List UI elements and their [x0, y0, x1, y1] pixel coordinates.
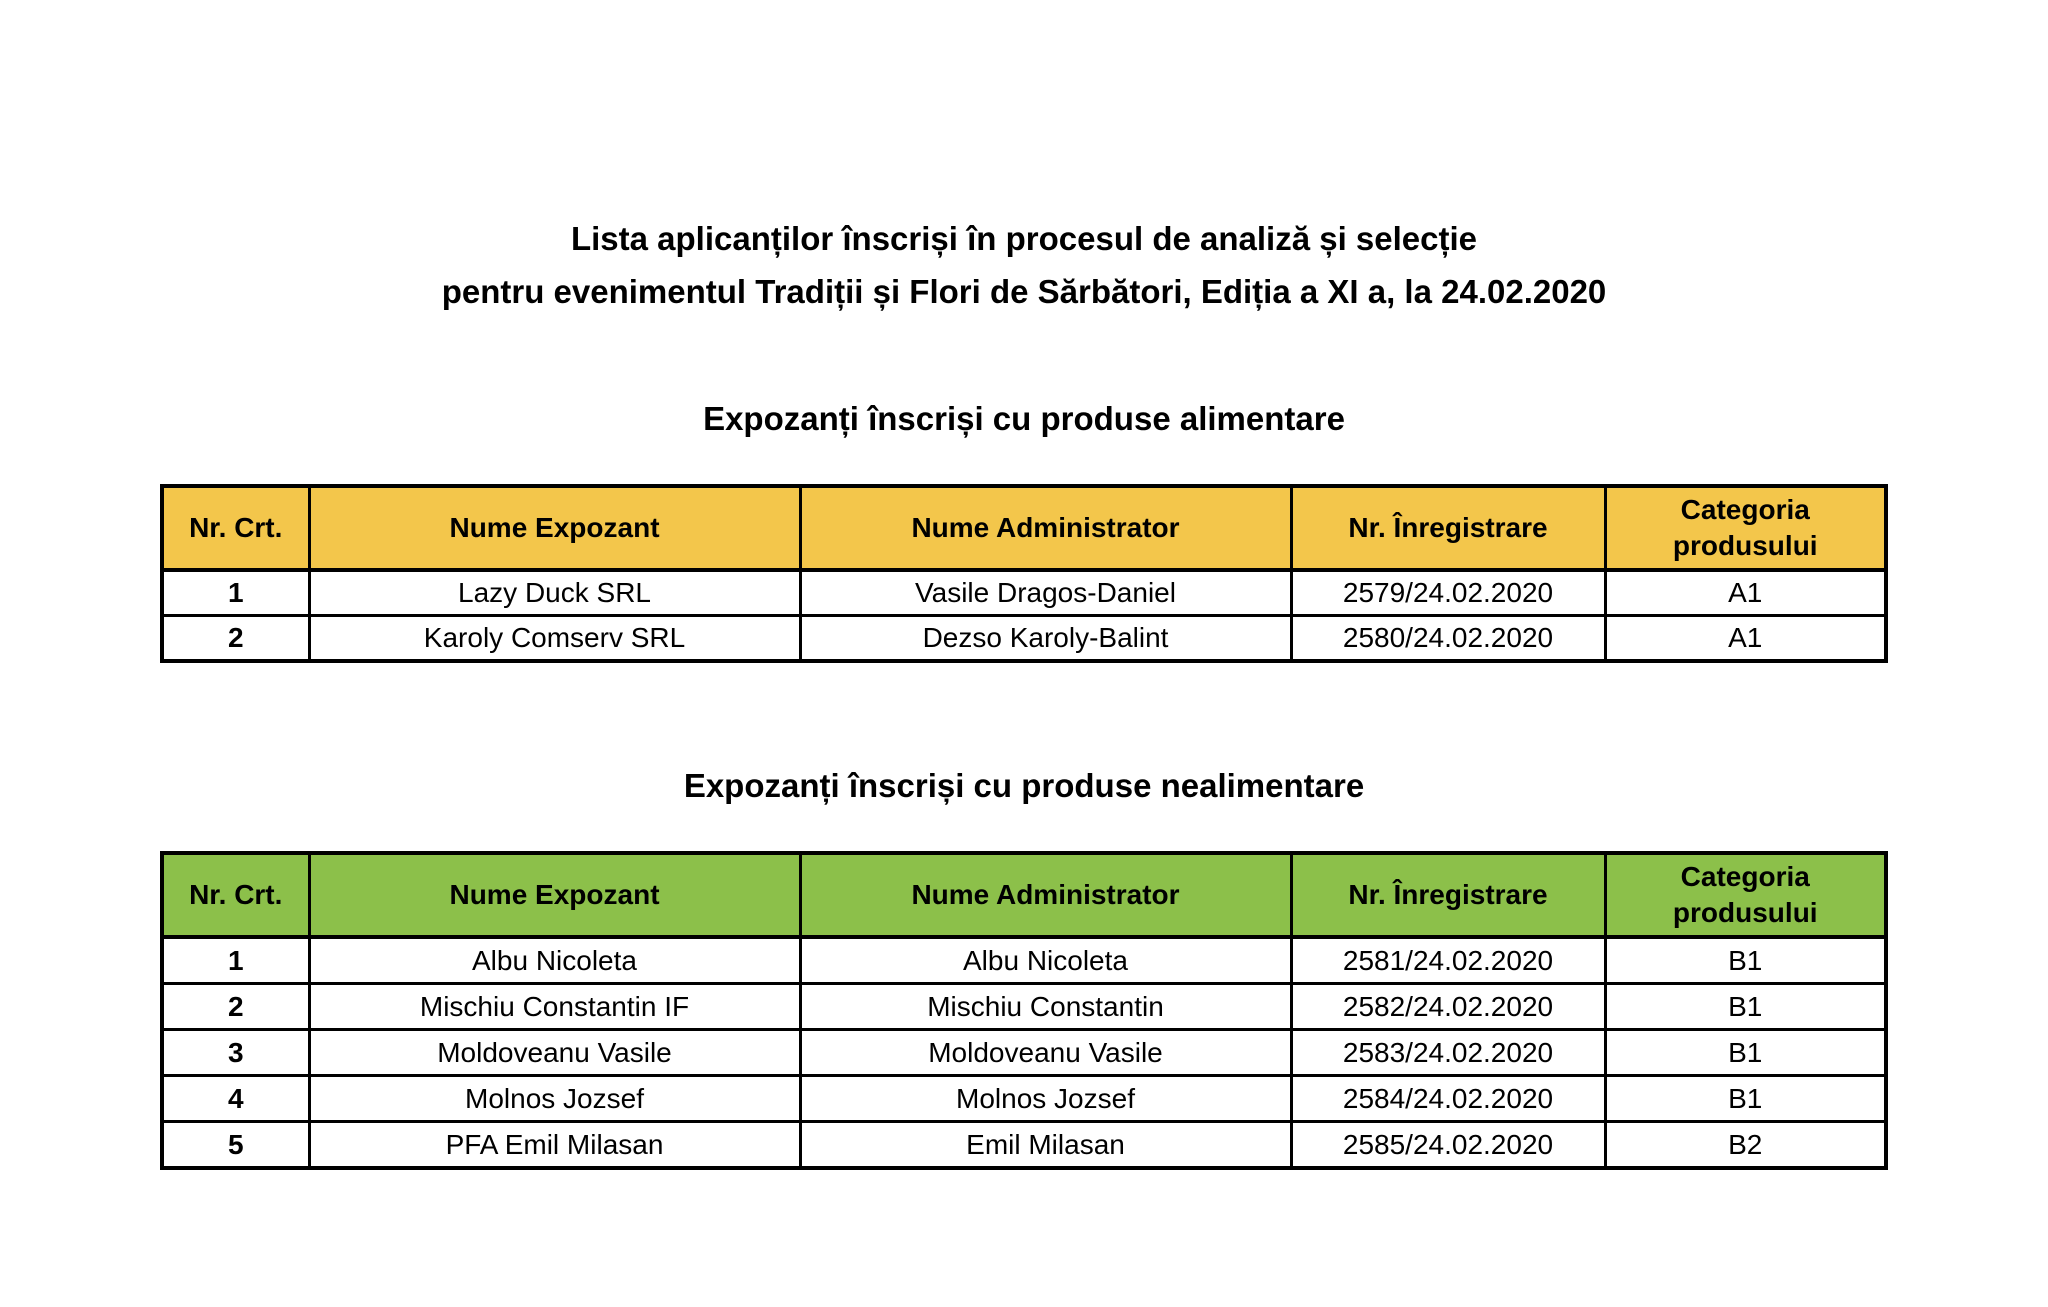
cell-nr-inregistrare: 2580/24.02.2020 [1291, 616, 1605, 662]
cell-nume-administrator: Molnos Jozsef [800, 1076, 1291, 1122]
table-row [162, 937, 1886, 984]
cell-nr-inregistrare: 2583/24.02.2020 [1291, 1030, 1605, 1076]
cell-nume-administrator: Vasile Dragos-Daniel [800, 570, 1291, 616]
cell-nr-inregistrare: 2584/24.02.2020 [1291, 1076, 1605, 1122]
document-title-line2: pentru evenimentul Tradiții și Flori de Sărbători, Ediția a XI a, la 24.02.2020 [441, 273, 1607, 310]
table-row [162, 984, 1886, 1030]
cell-nume-expozant: Albu Nicoleta [309, 937, 800, 984]
table-row [162, 1122, 1886, 1169]
section-heading-produse-nealimentare: Expozanți înscriși cu produse nealimentare [683, 767, 1365, 804]
header-row [162, 853, 1886, 937]
cell-categoria-produsului: A1 [1605, 616, 1886, 662]
header-row [162, 486, 1886, 570]
cell-nr-crt: 3 [162, 1030, 309, 1076]
column-header-nr-crt: Nr. Crt. [162, 853, 309, 937]
document-title-line1: Lista aplicanților înscriși în procesul de analiză și selecție [570, 220, 1478, 257]
column-header-nr-crt: Nr. Crt. [162, 486, 309, 570]
table-row [162, 1030, 1886, 1076]
cell-categoria-produsului: B1 [1605, 937, 1886, 984]
column-header-nume-administrator: Nume Administrator [800, 853, 1291, 937]
cell-nr-inregistrare: 2579/24.02.2020 [1291, 570, 1605, 616]
cell-nr-inregistrare: 2582/24.02.2020 [1291, 984, 1605, 1030]
column-header-nume-expozant: Nume Expozant [309, 486, 800, 570]
cell-nume-expozant: PFA Emil Milasan [309, 1122, 800, 1169]
cell-nr-crt: 2 [162, 616, 309, 662]
table-row [162, 1076, 1886, 1122]
cell-nume-administrator: Moldoveanu Vasile [800, 1030, 1291, 1076]
cell-nume-expozant: Molnos Jozsef [309, 1076, 800, 1122]
column-header-categoria-produsului: Categoria produsului [1605, 486, 1886, 570]
cell-categoria-produsului: B1 [1605, 984, 1886, 1030]
cell-nume-administrator: Dezso Karoly-Balint [800, 616, 1291, 662]
cell-nume-administrator: Mischiu Constantin [800, 984, 1291, 1030]
cell-nume-expozant: Mischiu Constantin IF [309, 984, 800, 1030]
table-row [162, 570, 1886, 616]
cell-nr-inregistrare: 2585/24.02.2020 [1291, 1122, 1605, 1169]
cell-nr-crt: 5 [162, 1122, 309, 1169]
cell-nume-expozant: Lazy Duck SRL [309, 570, 800, 616]
cell-nume-expozant: Moldoveanu Vasile [309, 1030, 800, 1076]
column-header-nr-inregistrare: Nr. Înregistrare [1291, 853, 1605, 937]
table-row [162, 616, 1886, 662]
cell-nume-administrator: Albu Nicoleta [800, 937, 1291, 984]
section-heading-produse-alimentare: Expozanți înscriși cu produse alimentare [703, 400, 1345, 437]
document-title [0, 0, 2048, 318]
cell-categoria-produsului: B2 [1605, 1122, 1886, 1169]
column-header-nr-inregistrare: Nr. Înregistrare [1291, 486, 1605, 570]
cell-nume-administrator: Emil Milasan [800, 1122, 1291, 1169]
cell-categoria-produsului: B1 [1605, 1030, 1886, 1076]
cell-nr-crt: 2 [162, 984, 309, 1030]
cell-nume-expozant: Karoly Comserv SRL [309, 616, 800, 662]
cell-nr-crt: 1 [162, 937, 309, 984]
table-produse-nealimentare [160, 851, 1888, 1170]
table-produse-alimentare [160, 484, 1888, 663]
cell-categoria-produsului: B1 [1605, 1076, 1886, 1122]
column-header-categoria-produsului: Categoria produsului [1605, 853, 1886, 937]
cell-categoria-produsului: A1 [1605, 570, 1886, 616]
column-header-nume-expozant: Nume Expozant [309, 853, 800, 937]
cell-nr-inregistrare: 2581/24.02.2020 [1291, 937, 1605, 984]
cell-nr-crt: 1 [162, 570, 309, 616]
column-header-nume-administrator: Nume Administrator [800, 486, 1291, 570]
cell-nr-crt: 4 [162, 1076, 309, 1122]
